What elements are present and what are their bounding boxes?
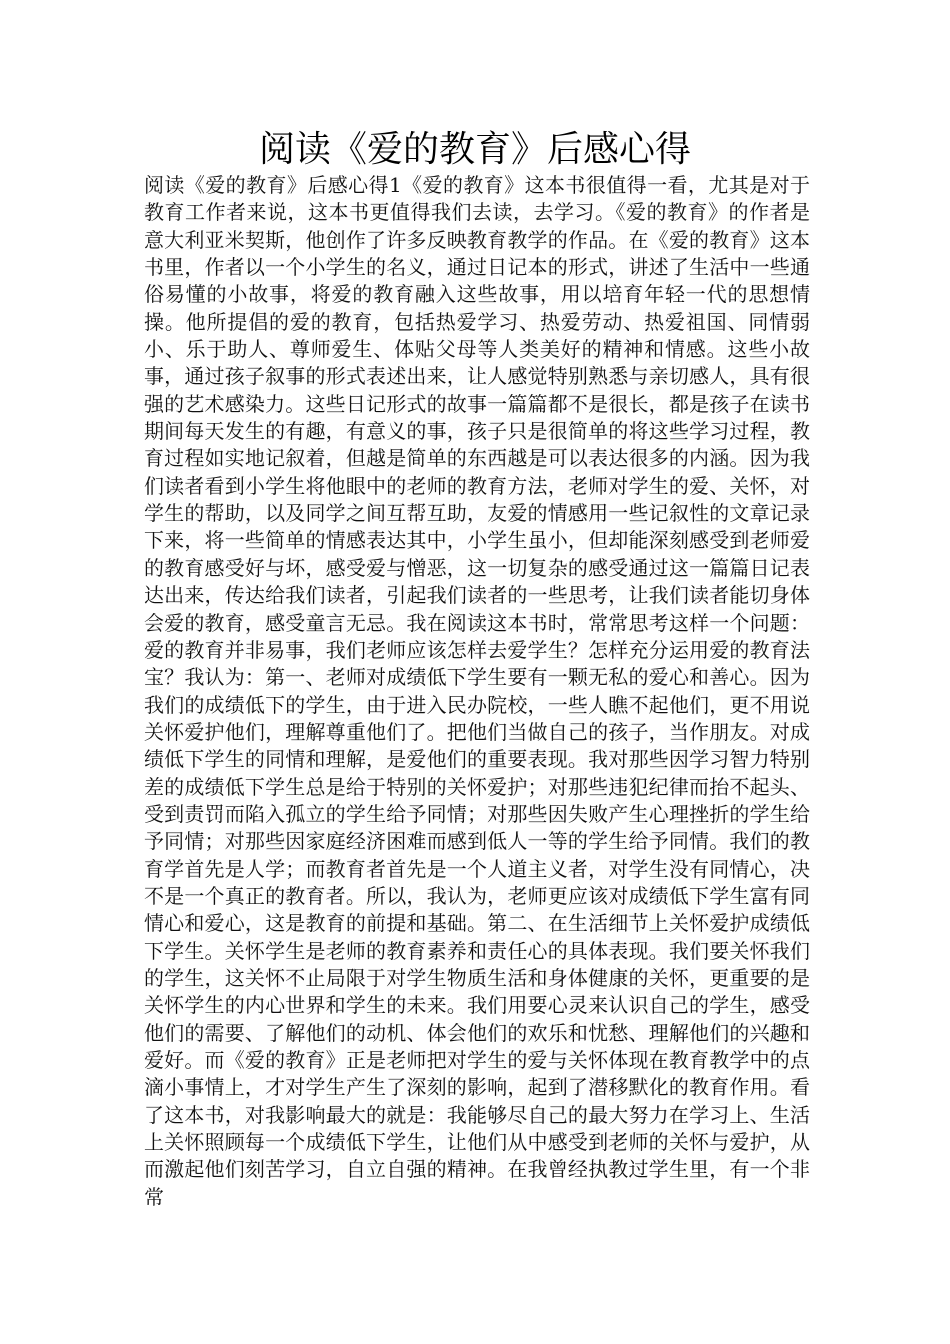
page-title: 阅读《爱的教育》后感心得 [258, 129, 691, 170]
body-paragraph: 阅读《爱的教育》后感心得1《爱的教育》这本书很值得一看，尤其是对于教育工作者来说，这本书更值得我们去读，去学习。《爱的教育》的作者是意大利亚米契斯，他创作了许多反映教育教学的作品。在《爱的教育》这本书里，作者以一个小学生的名义，通过日记本的形式，讲述了生活中一些通俗易懂的小故事，将爱的教育融入这些故事，用以培育年轻一代的思想情操。他所提倡的爱的教育，包括热爱学习、热爱劳动、热爱祖国、同情弱小、乐于助人、尊师爱生、体贴父母等人类美好的精神和情感。这些小故事，通过孩子叙事的形式表述出来，让人感觉特别熟悉与亲切感人，具有很强的艺术感染力。这些日记形式的故事一篇篇都不是很长，都是孩子在读书期间每天发生的有趣，有意义的事，孩子只是很简单的将这些学习过程，教育过程如实地记叙着，但越是简单的东西越是可以表达很多的内涵。因为我们读者看到小学生将他眼中的老师的教育方法，老师对学生的爱、关怀，对学生的帮助，以及同学之间互帮互助，友爱的情感用一些记叙性的文章记录下来，将一些简单的情感表达其中，小学生虽小，但却能深刻感受到老师爱的教育感受好与坏，感受爱与憎恶，这一切复杂的感受通过这一篇篇日记表达出来，传达给我们读者，引起我们读者的一些思考，让我们读者能切身体会爱的教育，感受童言无忌。我在阅读这本书时，常常思考这样一个问题：爱的教育并非易事，我们老师应该怎样去爱学生？怎样充分运用爱的教育法宝？我认为：第一、老师对成绩低下学生要有一颗无私的爱心和善心。因为我们的成绩低下的学生，由于进入民办院校，一些人瞧不起他们，更不用说关怀爱护他们，理解尊重他们了。把他们当做自己的孩子，当作朋友。对成绩低下学生的同情和理解，是爱他们的重要表现。我对那些因学习智力特别差的成绩低下学生总是给于特别的关怀爱护；对那些违犯纪律而抬不起头、受到责罚而陷入孤立的学生给予同情；对那些因失败产生心理挫折的学生给予同情；对那些因家庭经济困难而感到低人一等的学生给予同情。我们的教育学首先是人学；而教育者首先是一个人道主义者，对学生没有同情心，决不是一个真正的教育者。所以，我认为，老师更应该对成绩低下学生富有同情心和爱心，这是教育的前提和基础。第二、在生活细节上关怀爱护成绩低下学生。关怀学生是老师的教育素养和责任心的具体表现。我们要关怀我们的学生，这关怀不止局限于对学生物质生活和身体健康的关怀，更重要的是关怀学生的内心世界和学生的未来。我们用要心灵来认识自己的学生，感受他们的需要、了解他们的动机、体会他们的欢乐和忧愁、理解他们的兴趣和爱好。而《爱的教育》正是老师把对学生的爱与关怀体现在教育教学中的点滴小事情上，才对学生产生了深刻的影响，起到了潜移默化的教育作用。看了这本书，对我影响最大的就是：我能够尽自己的最大努力在学习上、生活上关怀照顾每一个成绩低下学生，让他们从中感受到老师的关怀与爱护，从而激起他们刻苦学习，自立自强的精神。在我曾经执教过学生里，有一个非常 [144, 173, 810, 1209]
